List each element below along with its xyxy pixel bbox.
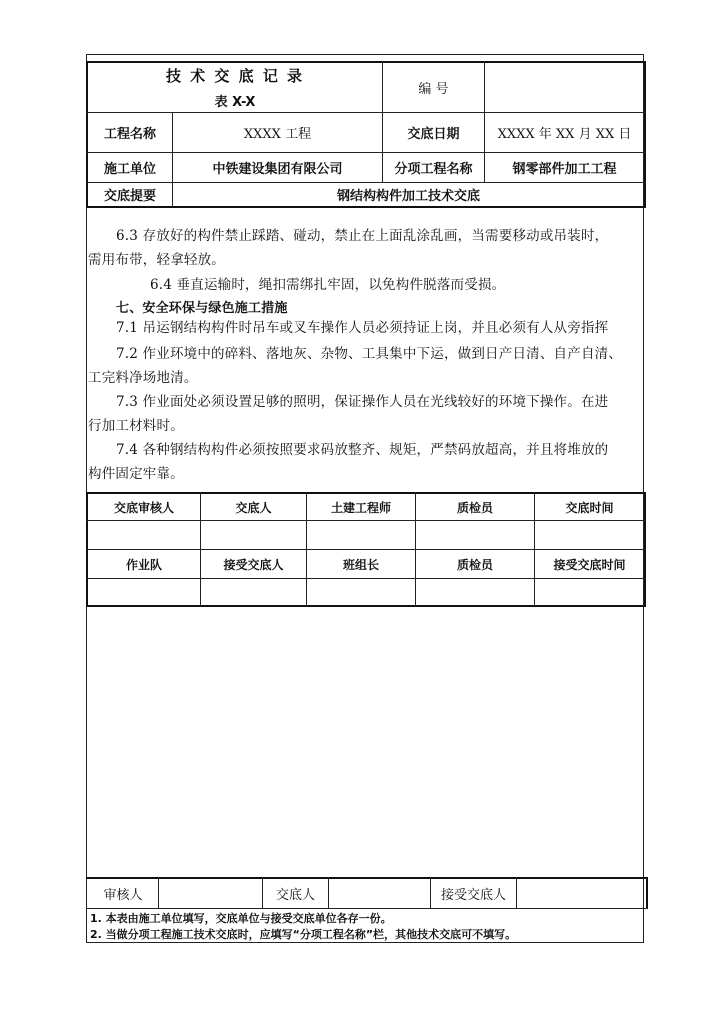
sign-field-receive-time[interactable] (535, 579, 644, 605)
footer-presenter-label: 交底人 (275, 888, 315, 903)
unit-value[interactable]: 中铁建设集团有限公司 (212, 162, 343, 177)
document-title: 技 术 交 底 记 录 (165, 66, 305, 85)
sign-header-presenter: 交底人 (235, 500, 272, 515)
footer-right-line (646, 877, 648, 909)
section-7-heading: 七、安全环保与绿色施工措施 (116, 301, 288, 316)
footer-bottom-line (86, 908, 648, 909)
sign-header-receiver: 接受交底人 (223, 557, 284, 572)
sign-field-inspector-2[interactable] (416, 579, 534, 605)
footer-presenter-field[interactable] (329, 879, 430, 908)
paragraph-7-3a: 7.3 作业面处必须设置足够的照明，保证操作人员在光线较好的环境下操作。在进 (116, 394, 609, 410)
sign-field-inspector[interactable] (416, 521, 534, 549)
project-name-value[interactable]: XXXX 工程 (243, 127, 312, 142)
paragraph-7-2a: 7.2 作业环境中的碎料、落地灰、杂物、工具集中下运，做到日产日清、自产自清、 (116, 346, 623, 362)
sign-field-time[interactable] (535, 521, 644, 549)
header-right-line (644, 61, 646, 207)
sign-field-civil-engineer[interactable] (307, 521, 415, 549)
sign-field-reviewer[interactable] (88, 521, 200, 549)
sub-project-label: 分项工程名称 (394, 162, 473, 177)
footer-note-1: 1. 本表由施工单位填写，交底单位与接受交底单位各存一份。 (90, 912, 392, 925)
paragraph-7-1: 7.1 吊运钢结构构件时吊车或叉车操作人员必须持证上岗，并且必须有人从旁指挥 (116, 320, 609, 336)
sign-header-reviewer: 交底审核人 (113, 500, 174, 515)
paragraph-7-4a: 7.4 各种钢结构构件必须按照要求码放整齐、规矩，严禁码放超高，并且将堆放的 (116, 442, 609, 458)
sign-table-bottom (86, 605, 646, 607)
footer-reviewer-field[interactable] (159, 879, 262, 908)
paragraph-6-3b: 需用布带，轻拿轻放。 (88, 252, 225, 268)
footer-receiver-field[interactable] (517, 879, 646, 908)
paragraph-7-3b: 行加工材料时。 (88, 418, 184, 434)
date-value[interactable]: XXXX 年 XX 月 XX 日 (497, 127, 632, 142)
sign-field-team[interactable] (88, 579, 200, 605)
number-label: 编 号 (418, 81, 449, 97)
footer-receiver-label: 接受交底人 (440, 888, 506, 903)
project-name-label: 工程名称 (103, 127, 156, 142)
outer-bottom-border (86, 942, 644, 943)
sign-header-receive-time: 接受交底时间 (553, 557, 626, 572)
sign-header-inspector: 质检员 (456, 500, 493, 515)
footer-note-2: 2. 当做分项工程施工技术交底时，应填写“分项工程名称”栏，其他技术交底可不填写。 (90, 928, 517, 941)
sign-header-time: 交底时间 (565, 500, 614, 515)
date-label: 交底日期 (407, 127, 460, 142)
paragraph-6-3a: 6.3 存放好的构件禁止踩踏、碰动，禁止在上面乱涂乱画，当需要移动或吊装时， (116, 228, 609, 244)
sign-header-civil-engineer: 土建工程师 (330, 500, 391, 515)
paragraph-7-2b: 工完料净场地清。 (88, 370, 198, 386)
sign-header-foreman: 班组长 (342, 557, 379, 572)
sub-project-value[interactable]: 钢零部件加工工程 (512, 162, 617, 177)
sign-header-team: 作业队 (125, 557, 162, 572)
paragraph-6-4: 6.4 垂直运输时，绳扣需绑扎牢固，以免构件脱落而受损。 (150, 277, 506, 293)
summary-label: 交底提要 (103, 189, 156, 204)
header-bottom-line (86, 206, 646, 208)
unit-label: 施工单位 (103, 162, 156, 177)
footer-reviewer-label: 审核人 (103, 888, 143, 903)
outer-top-border (86, 54, 644, 55)
paragraph-7-4b: 构件固定牢靠。 (88, 466, 184, 482)
form-number: 表 X-X (214, 94, 256, 110)
sign-field-presenter[interactable] (201, 521, 306, 549)
sign-field-foreman[interactable] (307, 579, 415, 605)
summary-value[interactable]: 钢结构构件加工技术交底 (336, 189, 480, 204)
sign-header-inspector-2: 质检员 (456, 557, 493, 572)
sign-field-receiver[interactable] (201, 579, 306, 605)
number-value[interactable] (485, 62, 644, 112)
